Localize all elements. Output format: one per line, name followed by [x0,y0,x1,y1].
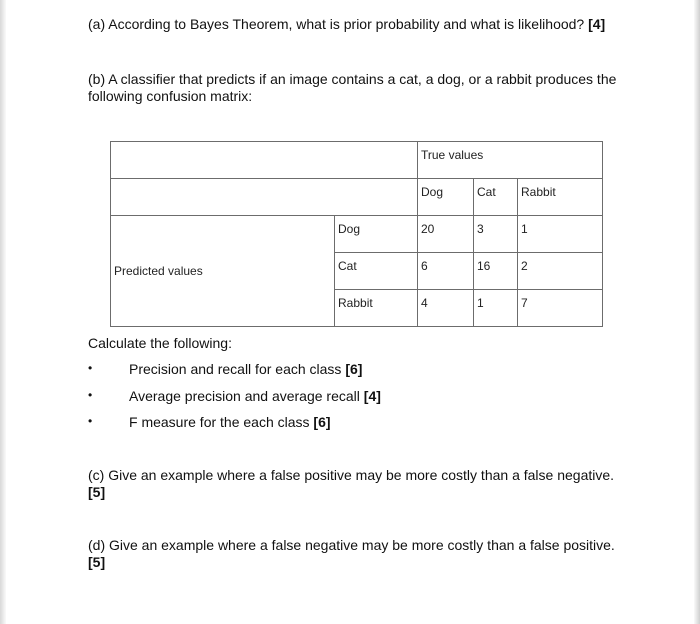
bullet-icon: • [88,388,93,402]
matrix-corner-cell [111,142,418,179]
question-b-line1: (b) A classifier that predicts if an image contains a cat, a dog, or a rabbit produces the [88,71,617,87]
bullet-icon: • [88,361,93,375]
bullet-icon: • [88,414,93,428]
matrix-header-row [111,142,603,179]
list-item-marks: [4] [363,388,381,404]
list-item-text: Average precision and average recall [129,388,360,404]
question-a-marks: [4] [588,16,606,32]
column-label-rabbit: Rabbit [518,179,603,216]
matrix-column-label-row [111,179,603,216]
page-edge-right [694,0,700,624]
matrix-cell: 4 [418,290,474,327]
matrix-cell: 2 [518,253,603,290]
question-d-marks: [5] [88,554,106,570]
question-a [88,16,605,33]
row-label-rabbit: Rabbit [335,290,418,327]
predicted-values-header: Predicted values [111,216,335,327]
list-item-marks: [6] [313,414,331,430]
question-c-text: (c) Give an example where a false positive may be more costly than a false negative. [88,467,615,483]
question-b [88,71,628,105]
matrix-cell: 16 [474,253,518,290]
list-item-marks: [6] [345,361,363,377]
matrix-cell: 1 [518,216,603,253]
question-b-line2: following confusion matrix: [88,88,253,104]
page-edge-left [0,0,6,624]
question-d [88,537,628,571]
confusion-matrix [110,141,603,327]
matrix-cell: 20 [418,216,474,253]
list-item-text: F measure for the each class [129,414,310,430]
matrix-cell: 6 [418,253,474,290]
question-c-marks: [5] [88,484,106,500]
column-label-dog: Dog [418,179,474,216]
matrix-cell: 3 [474,216,518,253]
question-d-text: (d) Give an example where a false negative may be more costly than a false positive. [88,537,615,553]
true-values-header: True values [418,142,603,179]
matrix-cell: 7 [518,290,603,327]
row-label-cat: Cat [335,253,418,290]
question-c [88,467,628,501]
calculate-intro: Calculate the following: [88,335,232,351]
question-a-text: (a) According to Bayes Theorem, what is prior probability and what is likelihood? [88,16,585,32]
row-label-dog: Dog [335,216,418,253]
list-item-text: Precision and recall for each class [129,361,342,377]
column-label-cat: Cat [474,179,518,216]
matrix-row-dog [111,216,603,253]
matrix-cell: 1 [474,290,518,327]
matrix-blank-cell [111,179,418,216]
